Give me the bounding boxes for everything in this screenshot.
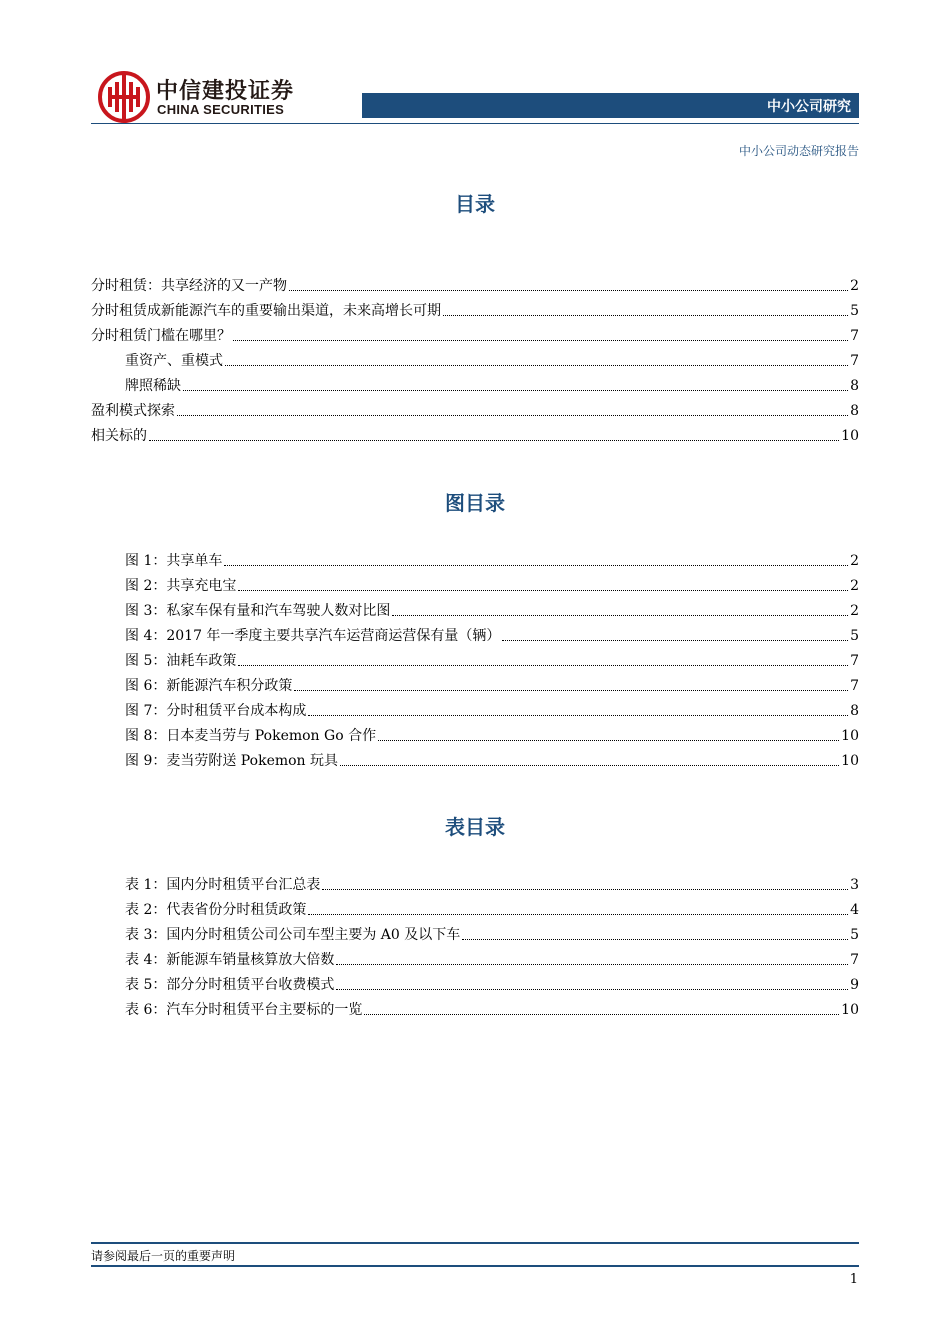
leader-dots	[364, 1013, 839, 1015]
leader-dots	[340, 764, 839, 766]
figure-item-page: 8	[850, 703, 859, 719]
leader-dots	[294, 689, 848, 691]
toc-item-page: 10	[841, 428, 859, 444]
table-item-page: 9	[850, 977, 859, 993]
figure-item-text: 图 6：新能源汽车积分政策	[125, 678, 293, 694]
figure-item[interactable]	[125, 601, 859, 621]
table-item-text: 表 5：部分分时租赁平台收费模式	[125, 977, 335, 993]
figure-item-text: 图 8：日本麦当劳与 Pokemon Go 合作	[125, 728, 377, 744]
leader-dots	[502, 639, 848, 641]
toc-item-text: 分时租赁门槛在哪里？	[91, 328, 231, 344]
leader-dots	[378, 739, 839, 741]
figure-item-text: 图 4：2017 年一季度主要共享汽车运营商运营保有量（辆）	[125, 628, 501, 644]
figure-item-page: 2	[850, 603, 859, 619]
leader-dots	[308, 714, 848, 716]
header-divider	[91, 123, 859, 124]
toc-item-page: 7	[850, 328, 859, 344]
company-logo	[97, 70, 297, 124]
logo-english-name: CHINA SECURITIES	[157, 102, 285, 117]
table-item-text: 表 2：代表省份分时租赁政策	[125, 902, 307, 918]
leader-dots	[224, 564, 848, 566]
table-item-text: 表 3：国内分时租赁公司公司车型主要为 A0 及以下车	[125, 927, 461, 943]
toc-item-page: 8	[850, 403, 859, 419]
leader-dots	[336, 963, 848, 965]
header-banner	[362, 93, 859, 118]
figure-item[interactable]	[125, 701, 859, 721]
leader-dots	[392, 614, 848, 616]
figure-item[interactable]	[125, 551, 859, 571]
leader-dots	[336, 988, 848, 990]
table-item-page: 5	[850, 927, 859, 943]
leader-dots	[238, 589, 848, 591]
figure-item-page: 5	[850, 628, 859, 644]
table-item[interactable]	[125, 925, 859, 945]
toc-subitem[interactable]	[125, 376, 859, 396]
figure-item-text: 图 5：油耗车政策	[125, 653, 237, 669]
table-item[interactable]	[125, 950, 859, 970]
figure-item[interactable]	[125, 576, 859, 596]
figure-item[interactable]	[125, 626, 859, 646]
toc-item-text: 重资产、重模式	[125, 353, 223, 369]
figure-item-page: 7	[850, 678, 859, 694]
table-item[interactable]	[125, 875, 859, 895]
toc-item-text: 相关标的	[91, 428, 147, 444]
leader-dots	[225, 364, 848, 366]
report-type: 中小公司动态研究报告	[738, 144, 859, 158]
figure-item-page: 2	[850, 553, 859, 569]
toc-item-page: 7	[850, 353, 859, 369]
figure-item[interactable]	[125, 751, 859, 771]
table-item-page: 3	[850, 877, 859, 893]
table-item-text: 表 6：汽车分时租赁平台主要标的一览	[125, 1002, 363, 1018]
page-number: 1	[849, 1272, 858, 1287]
toc-item-page: 2	[850, 278, 859, 294]
figure-item[interactable]	[125, 651, 859, 671]
table-item-text: 表 4：新能源车销量核算放大倍数	[125, 952, 335, 968]
toc-item[interactable]	[91, 326, 859, 346]
leader-dots	[149, 439, 839, 441]
footer-disclaimer: 请参阅最后一页的重要声明	[91, 1249, 236, 1263]
figure-item-text: 图 2：共享充电宝	[125, 578, 237, 594]
toc-item[interactable]	[91, 301, 859, 321]
figure-list-title: 图目录	[445, 491, 505, 515]
leader-dots	[183, 389, 848, 391]
toc-item[interactable]	[91, 276, 859, 296]
toc-title: 目录	[455, 192, 495, 216]
footer-divider-top	[91, 1242, 859, 1244]
footer-divider-bottom	[91, 1265, 859, 1267]
figure-item-page: 7	[850, 653, 859, 669]
toc-item[interactable]	[91, 401, 859, 421]
table-item[interactable]	[125, 1000, 859, 1020]
table-item-page: 7	[850, 952, 859, 968]
figure-item-page: 2	[850, 578, 859, 594]
table-list-title: 表目录	[445, 815, 505, 839]
toc-subitem[interactable]	[125, 351, 859, 371]
leader-dots	[462, 938, 848, 940]
figure-item[interactable]	[125, 726, 859, 746]
banner-label: 中小公司研究	[767, 99, 851, 115]
toc-item-text: 分时租赁：共享经济的又一产物	[91, 278, 287, 294]
figure-item-text: 图 9：麦当劳附送 Pokemon 玩具	[125, 753, 339, 769]
leader-dots	[308, 913, 848, 915]
table-item[interactable]	[125, 900, 859, 920]
leader-dots	[443, 314, 848, 316]
figure-item-text: 图 1：共享单车	[125, 553, 223, 569]
toc-item-text: 牌照稀缺	[125, 378, 181, 394]
toc-item[interactable]	[91, 426, 859, 446]
leader-dots	[289, 289, 848, 291]
figure-item-text: 图 3：私家车保有量和汽车驾驶人数对比图	[125, 603, 391, 619]
toc-item-text: 分时租赁成新能源汽车的重要输出渠道，未来高增长可期	[91, 303, 441, 319]
figure-item-text: 图 7：分时租赁平台成本构成	[125, 703, 307, 719]
leader-dots	[233, 339, 848, 341]
toc-item-page: 5	[850, 303, 859, 319]
leader-dots	[322, 888, 848, 890]
citic-logo-icon	[97, 70, 151, 124]
logo-chinese-name: 中信建投证券	[156, 79, 295, 104]
table-item-page: 4	[850, 902, 859, 918]
toc-item-page: 8	[850, 378, 859, 394]
toc-item-text: 盈利模式探索	[91, 403, 175, 419]
table-item[interactable]	[125, 975, 859, 995]
figure-item[interactable]	[125, 676, 859, 696]
table-item-page: 10	[841, 1002, 859, 1018]
leader-dots	[177, 414, 848, 416]
figure-item-page: 10	[841, 728, 859, 744]
table-item-text: 表 1：国内分时租赁平台汇总表	[125, 877, 321, 893]
figure-item-page: 10	[841, 753, 859, 769]
leader-dots	[238, 664, 848, 666]
